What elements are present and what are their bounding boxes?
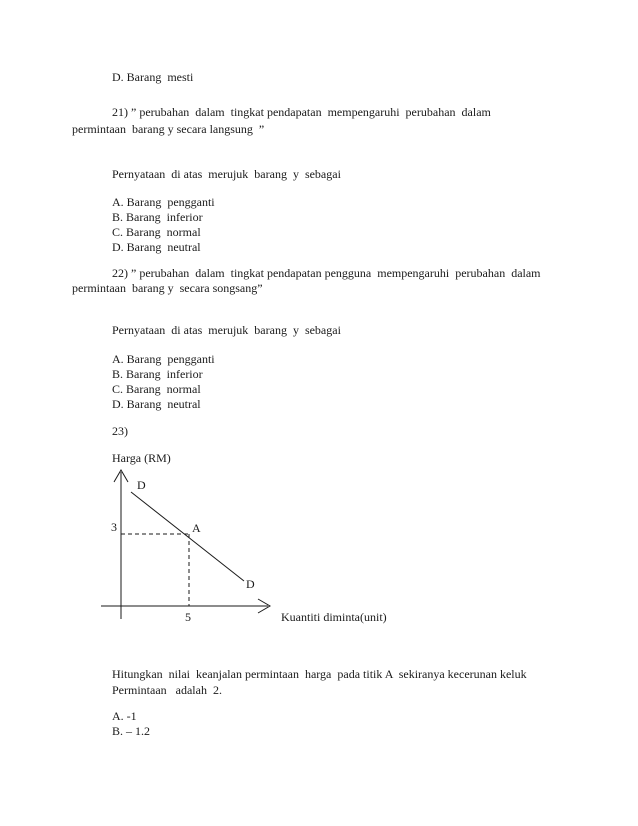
q21-option-c: C. Barang normal [112, 225, 201, 239]
q22-text-line2: permintaan barang y secara songsang” [72, 281, 263, 295]
previous-option-d: D. Barang mesti [112, 70, 194, 84]
q22-statement: Pernyataan di atas merujuk barang y sebagai [112, 323, 341, 337]
q21-text-line1: 21) ” perubahan dalam tingkat pendapatan mempengaruhi perubahan dalam [112, 105, 491, 119]
graph-y-axis-label: Harga (RM) [112, 451, 171, 465]
q22-option-c: C. Barang normal [112, 382, 201, 396]
q22-option-d: D. Barang neutral [112, 397, 201, 411]
curve-label-top: D [137, 478, 146, 492]
q21-option-d: D. Barang neutral [112, 240, 201, 254]
graph-x-axis-label: Kuantiti diminta(unit) [281, 610, 387, 624]
q21-option-a: A. Barang pengganti [112, 195, 215, 209]
q23-question-line1: Hitungkan nilai keanjalan permintaan harga pada titik A sekiranya kecerunan keluk [112, 667, 527, 681]
curve-label-bottom: D [246, 577, 255, 591]
point-label-a: A [192, 521, 201, 535]
q21-statement: Pernyataan di atas merujuk barang y sebagai [112, 167, 341, 181]
q22-option-a: A. Barang pengganti [112, 352, 215, 366]
q23-number: 23) [112, 424, 128, 438]
q22-text-line1: 22) ” perubahan dalam tingkat pendapatan pengguna mempengaruhi perubahan dalam [112, 266, 541, 280]
x-tick-label: 5 [185, 610, 191, 624]
demand-curve-line [131, 492, 244, 581]
q23-option-b: B. – 1.2 [112, 724, 151, 738]
q23-question-line2: Permintaan adalah 2. [112, 683, 222, 697]
y-tick-label: 3 [111, 520, 117, 534]
q22-option-b: B. Barang inferior [112, 367, 203, 381]
q21-option-b: B. Barang inferior [112, 210, 203, 224]
q21-text-line2: permintaan barang y secara langsung ” [72, 122, 265, 136]
q23-option-a: A. -1 [112, 709, 137, 723]
